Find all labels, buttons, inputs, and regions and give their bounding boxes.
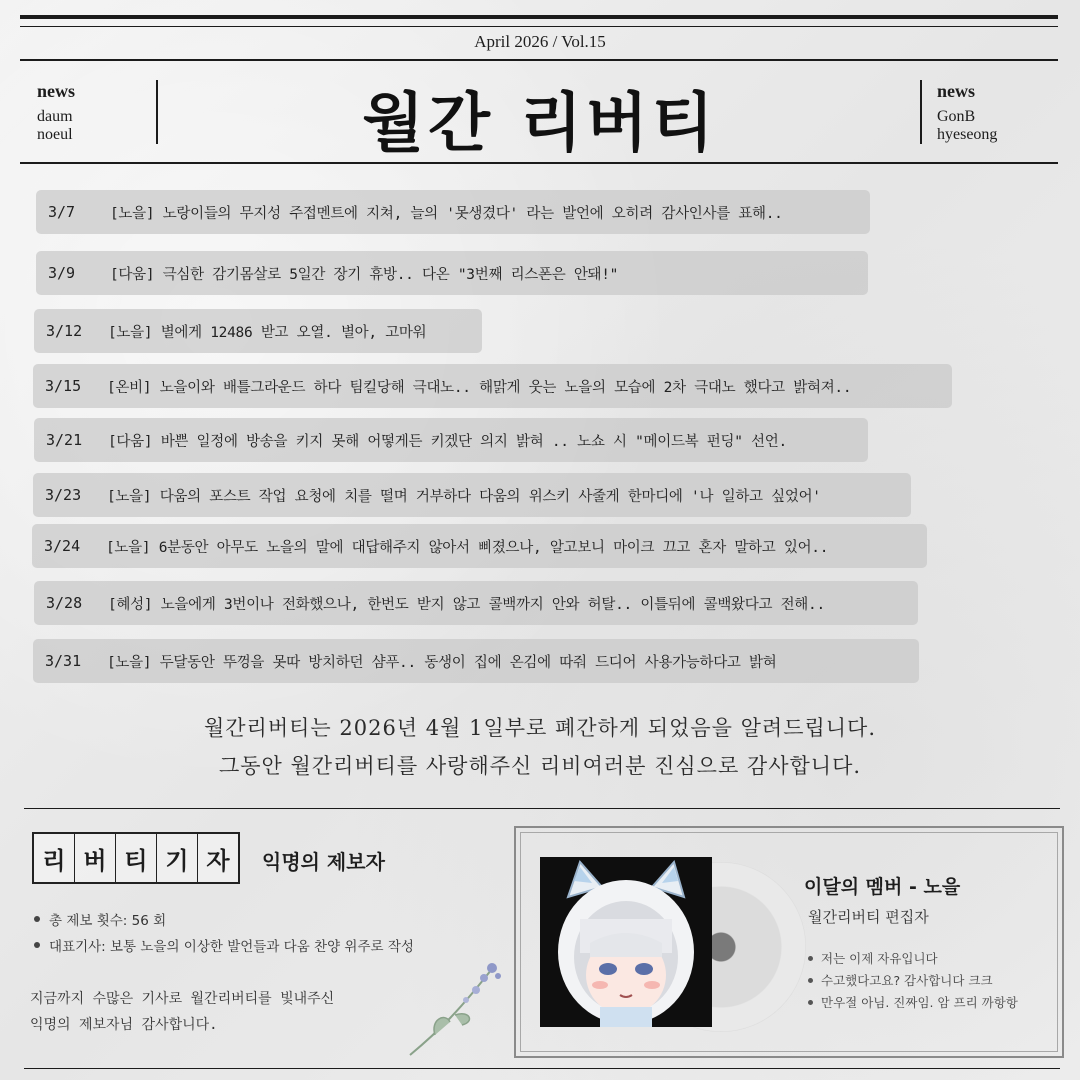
news-date: 3/15 [45,377,82,395]
list-item [808,947,1018,969]
news-date: 3/24 [44,537,81,555]
stat-text: 대표기사: 보통 노을의 이상한 발언들과 다움 찬양 위주로 작성 [49,939,414,955]
news-date: 3/9 [48,264,76,282]
label-box: 자 [198,834,238,882]
news-row [33,639,919,683]
news-text: [다움] 바쁜 일정에 방송을 키지 못해 어떻게든 키겠단 의지 밝혀 .. 노쇼 시 "메이드복 펀딩" 선언. [108,433,787,450]
list-item [34,906,414,932]
quote-text: 수고했다고요? 감사합니다 크크 [821,973,993,988]
stat-text: 총 제보 횟수: 56 회 [49,913,167,929]
reporter-name: 익명의 제보자 [262,850,385,874]
news-text: [노을] 다움의 포스트 작업 요청에 치를 떨며 거부하다 다움의 위스키 사줄게 한마디에 '나 일하고 싶었어' [107,488,821,505]
news-text: [노을] 별에게 12486 받고 오열. 별아, 고마워 [108,324,427,341]
label-box: 리 [34,834,75,882]
news-row [36,190,870,234]
news-text: [노을] 두달동안 뚜껑을 못따 방치하던 샴푸.. 동생이 집에 온김에 따줘 드디어 사용가능하다고 밝혀 [107,654,777,671]
member-title: 이달의 멤버 - 노을 [804,876,961,898]
bullet-icon [808,956,813,961]
news-text: [혜성] 노을에게 3번이나 전화했으나, 한번도 받지 않고 콜백까지 안와 허탈.. 이틀뒤에 콜백왔다고 전해.. [108,596,825,613]
issue-label: April 2026 / Vol.15 [474,32,606,51]
bullet-icon [34,942,40,948]
list-item [34,932,414,958]
news-text: [온비] 노을이와 배틀그라운드 하다 팀킬당해 극대노.. 해맑게 웃는 노을의 모습에 2차 극대노 했다고 밝혀져.. [107,379,852,396]
news-text: [노을] 노랑이들의 무지성 주접멘트에 지쳐, 늘의 '못생겼다' 라는 발언에 오히려 감사인사를 표해.. [110,205,783,222]
left-name-2: noeul [37,126,73,143]
quote-text: 저는 이제 자유입니다 [821,951,938,966]
news-text: [다움] 극심한 감기몸살로 5일간 장기 휴방.. 다온 "3번째 리스폰은 안돼!" [110,266,619,283]
top-rule-thick [20,15,1058,19]
masthead-right [937,80,997,144]
label-box: 기 [157,834,198,882]
news-row [34,418,868,462]
bullet-icon [808,978,813,983]
news-row [32,524,927,568]
page-title: 월간 리버티 [362,86,718,161]
label-box: 버 [75,834,116,882]
member-avatar-illustration [540,857,712,1027]
member-quotes [808,947,1018,1013]
news-row [34,581,918,625]
label-box: 티 [116,834,157,882]
right-name-2: hyeseong [937,126,998,143]
right-name-1: GonB [937,108,976,125]
news-date: 3/23 [45,486,82,504]
news-row [33,473,911,517]
right-divider [920,80,922,144]
reporter-stats [34,906,414,958]
news-row [36,251,868,295]
left-name-1: daum [37,108,73,125]
news-date: 3/7 [48,203,76,221]
news-date: 3/12 [46,322,83,340]
member-subtitle: 월간리버티 편집자 [808,908,929,926]
thanks-line-2: 익명의 제보자님 감사합니다. [30,1017,218,1033]
top-rule-thin [20,26,1058,27]
section-rule [24,808,1060,809]
news-row [33,364,952,408]
member-portrait [540,857,712,1027]
quote-text: 만우절 아님. 진짜임. 암 프리 까항항 [821,995,1018,1010]
notice-line-2: 그동안 월간리버티를 사랑해주신 리비여러분 진심으로 감사합니다. [218,754,862,778]
right-news-label: news [937,81,976,101]
bullet-icon [808,1000,813,1005]
masthead-rule-bottom [20,162,1058,164]
bullet-icon [34,916,40,922]
list-item [808,991,1018,1013]
masthead-rule-top [20,59,1058,61]
thanks-line-1: 지금까지 수많은 기사로 월간리버티를 빛내주신 [30,991,335,1007]
bottom-rule [24,1068,1060,1069]
flower-decoration [400,950,510,1060]
news-date: 3/28 [46,594,83,612]
reporter-label-boxes [32,832,240,884]
masthead-left [37,80,75,144]
list-item [808,969,1018,991]
news-row [34,309,482,353]
notice-line-1: 월간리버티는 2026년 4월 1일부로 폐간하게 되었음을 알려드립니다. [203,716,877,740]
news-date: 3/31 [45,652,82,670]
left-news-label: news [37,81,76,101]
reporter-thanks [30,986,334,1038]
news-text: [노을] 6분동안 아무도 노을의 말에 대답해주지 않아서 삐졌으나, 알고보니 마이크 끄고 혼자 말하고 있어.. [106,539,829,556]
news-date: 3/21 [46,431,83,449]
left-divider [156,80,158,144]
